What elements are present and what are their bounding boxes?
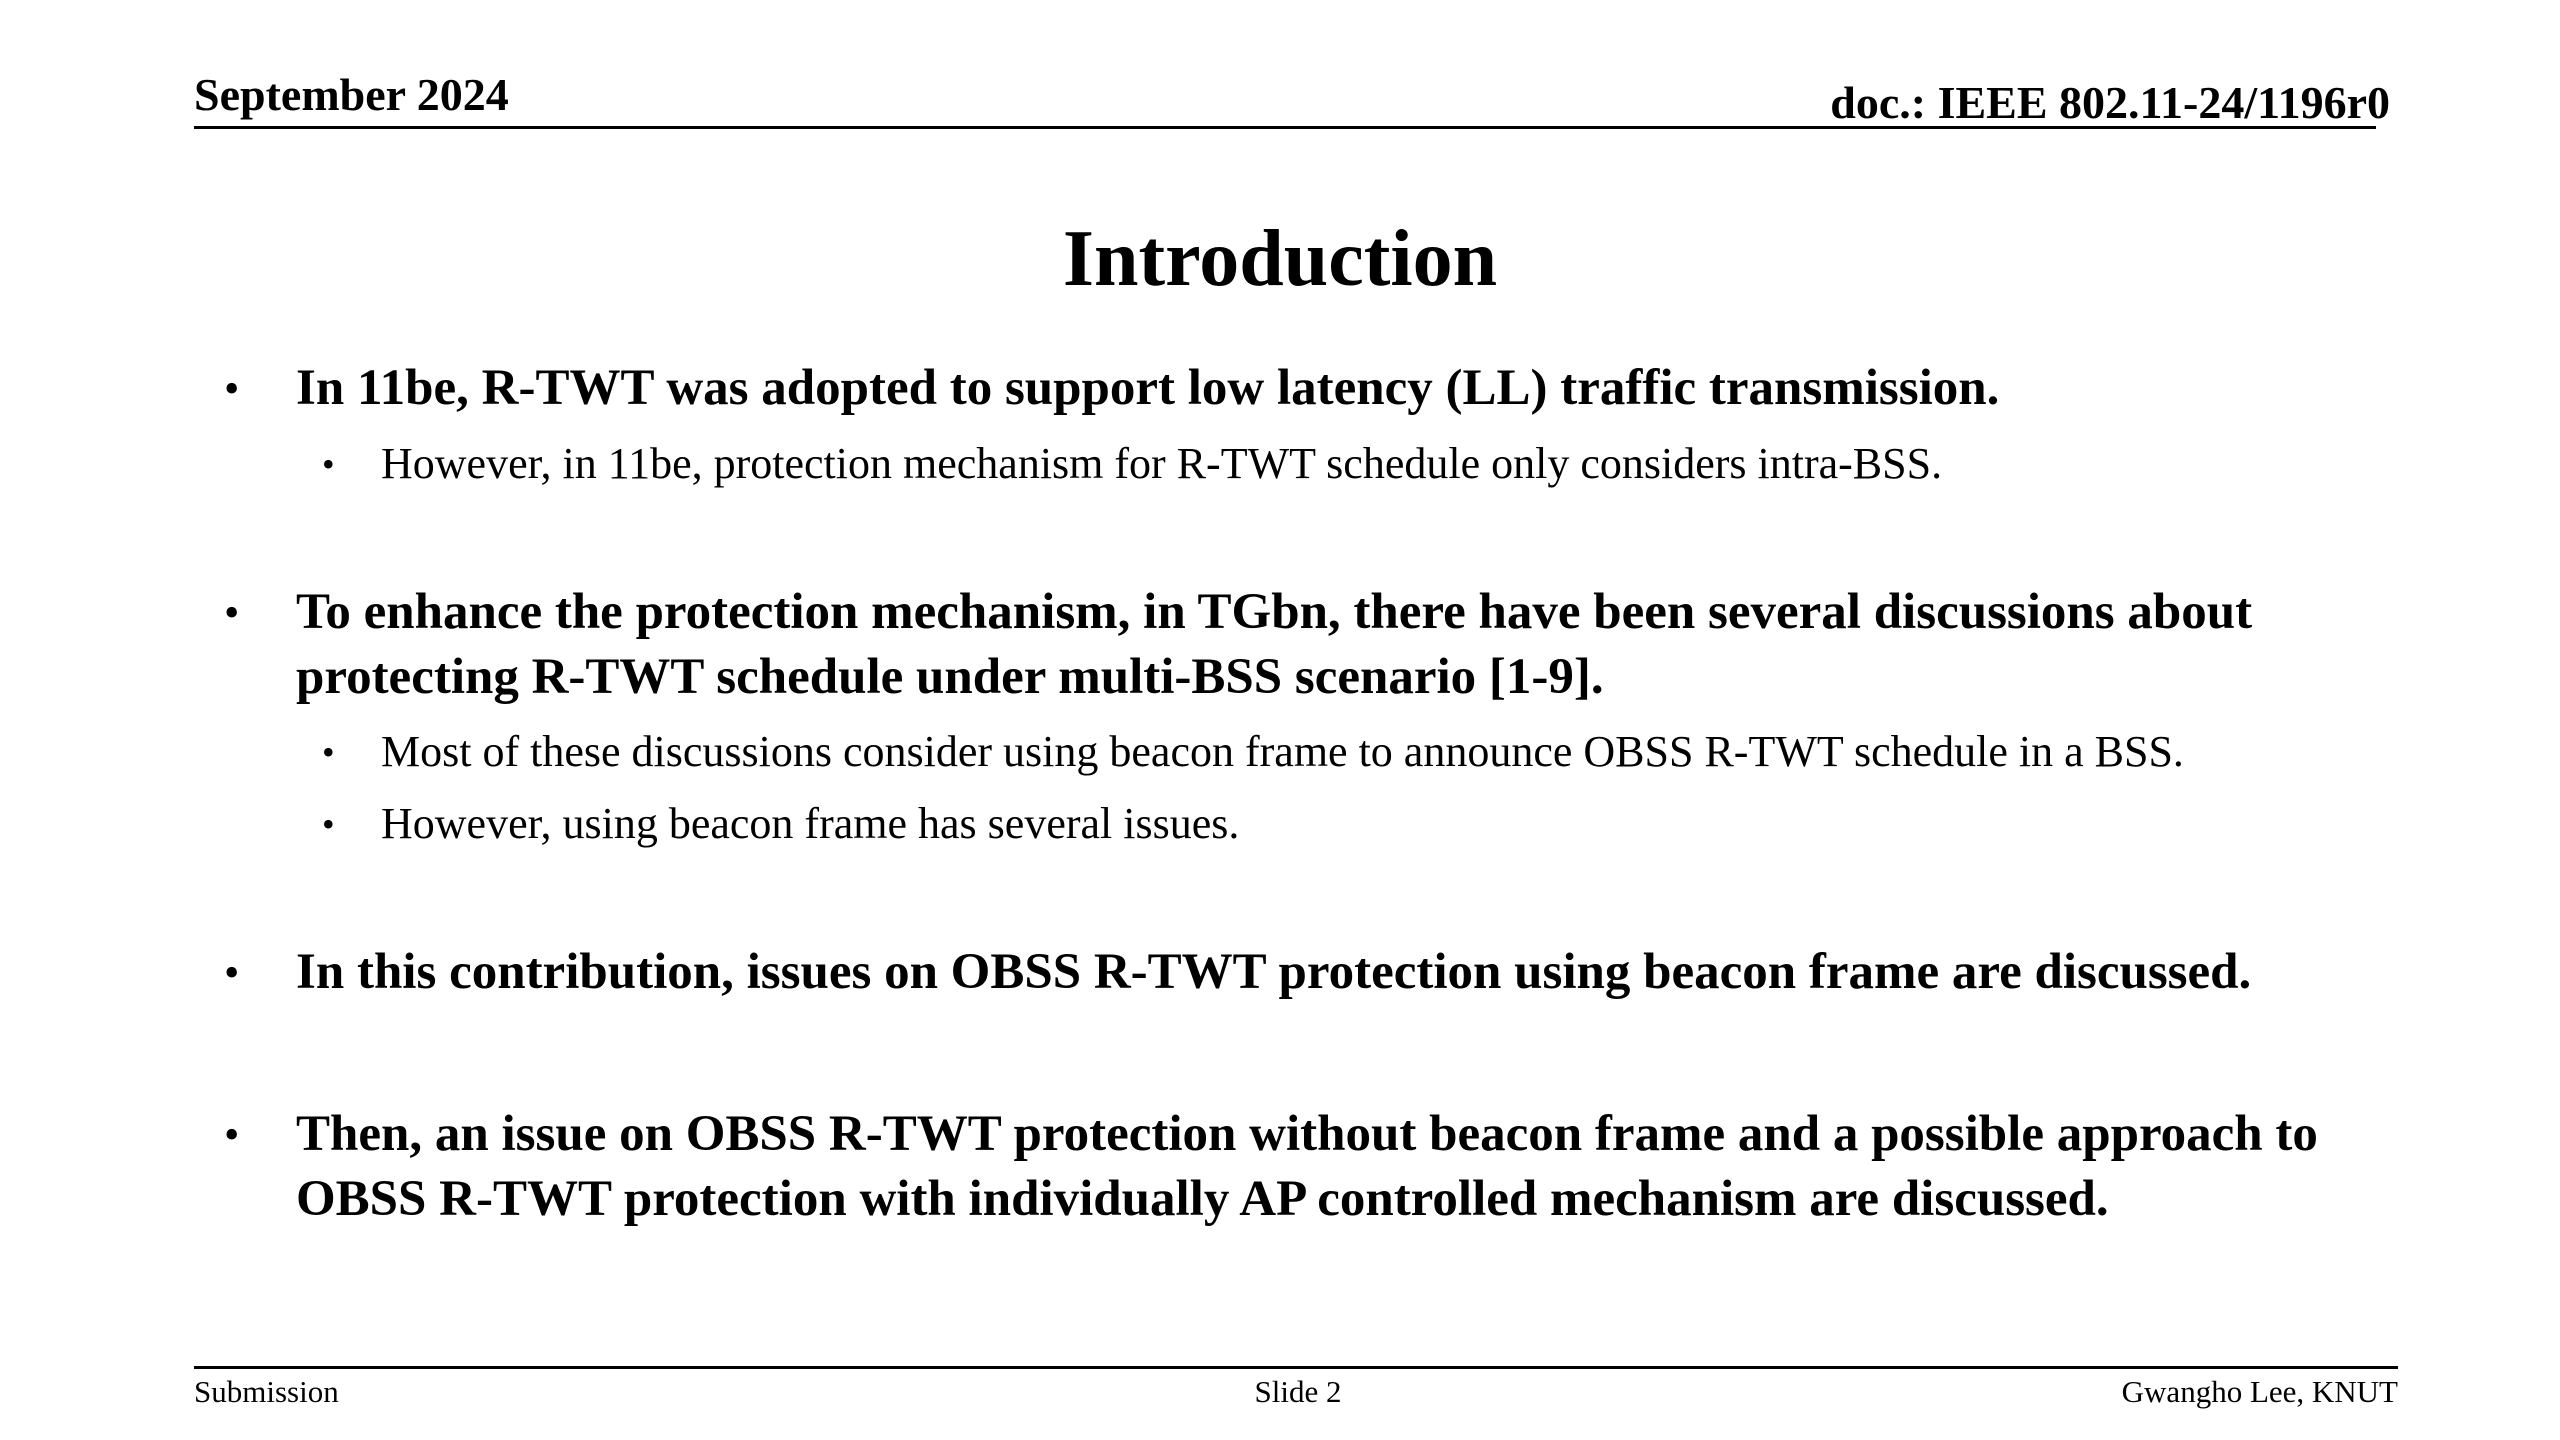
bullet-marker: • [224,588,240,637]
sub-bullet-marker: • [322,732,335,772]
bullet-marker: • [224,1110,240,1159]
bullet-2-sub-2: However, using beacon frame has several issues. [381,799,1240,848]
bullet-4: Then, an issue on OBSS R-TWT protection without beacon frame and a possible approach to OBSS R-TWT protection with individually AP controlled mechanism are discussed. [296,1106,2318,1227]
footer-author: Gwangho Lee, KNUT [2121,1374,2398,1409]
bullet-marker: • [224,948,240,997]
slide-title: Introduction [1062,215,1498,303]
bullet-1: In 11be, R-TWT was adopted to support low latency (LL) traffic transmission. [296,360,2000,416]
footer-submission: Submission [194,1374,339,1409]
header-date: September 2024 [194,69,509,120]
bullet-marker: • [224,364,240,413]
header-doc-id: doc.: IEEE 802.11-24/1196r0 [1830,77,2390,128]
footer-divider [194,1366,2398,1369]
bullet-2-sub-1: Most of these discussions consider using beacon frame to announce OBSS R-TWT schedule in a BSS. [381,727,2184,776]
bullet-3: In this contribution, issues on OBSS R-TWT protection using beacon frame are discussed. [296,944,2252,1000]
footer-slide-number: Slide 2 [1254,1374,1342,1409]
bullet-1-sub-1: However, in 11be, protection mechanism for R-TWT schedule only considers intra-BSS. [381,439,1943,488]
header-divider [194,126,2376,129]
bullet-2: To enhance the protection mechanism, in TGbn, there have been several discussions about protecting R-TWT schedule under multi-BSS scenario [1-9]. [296,584,2253,705]
sub-bullet-marker: • [322,804,335,844]
sub-bullet-marker: • [322,444,335,484]
